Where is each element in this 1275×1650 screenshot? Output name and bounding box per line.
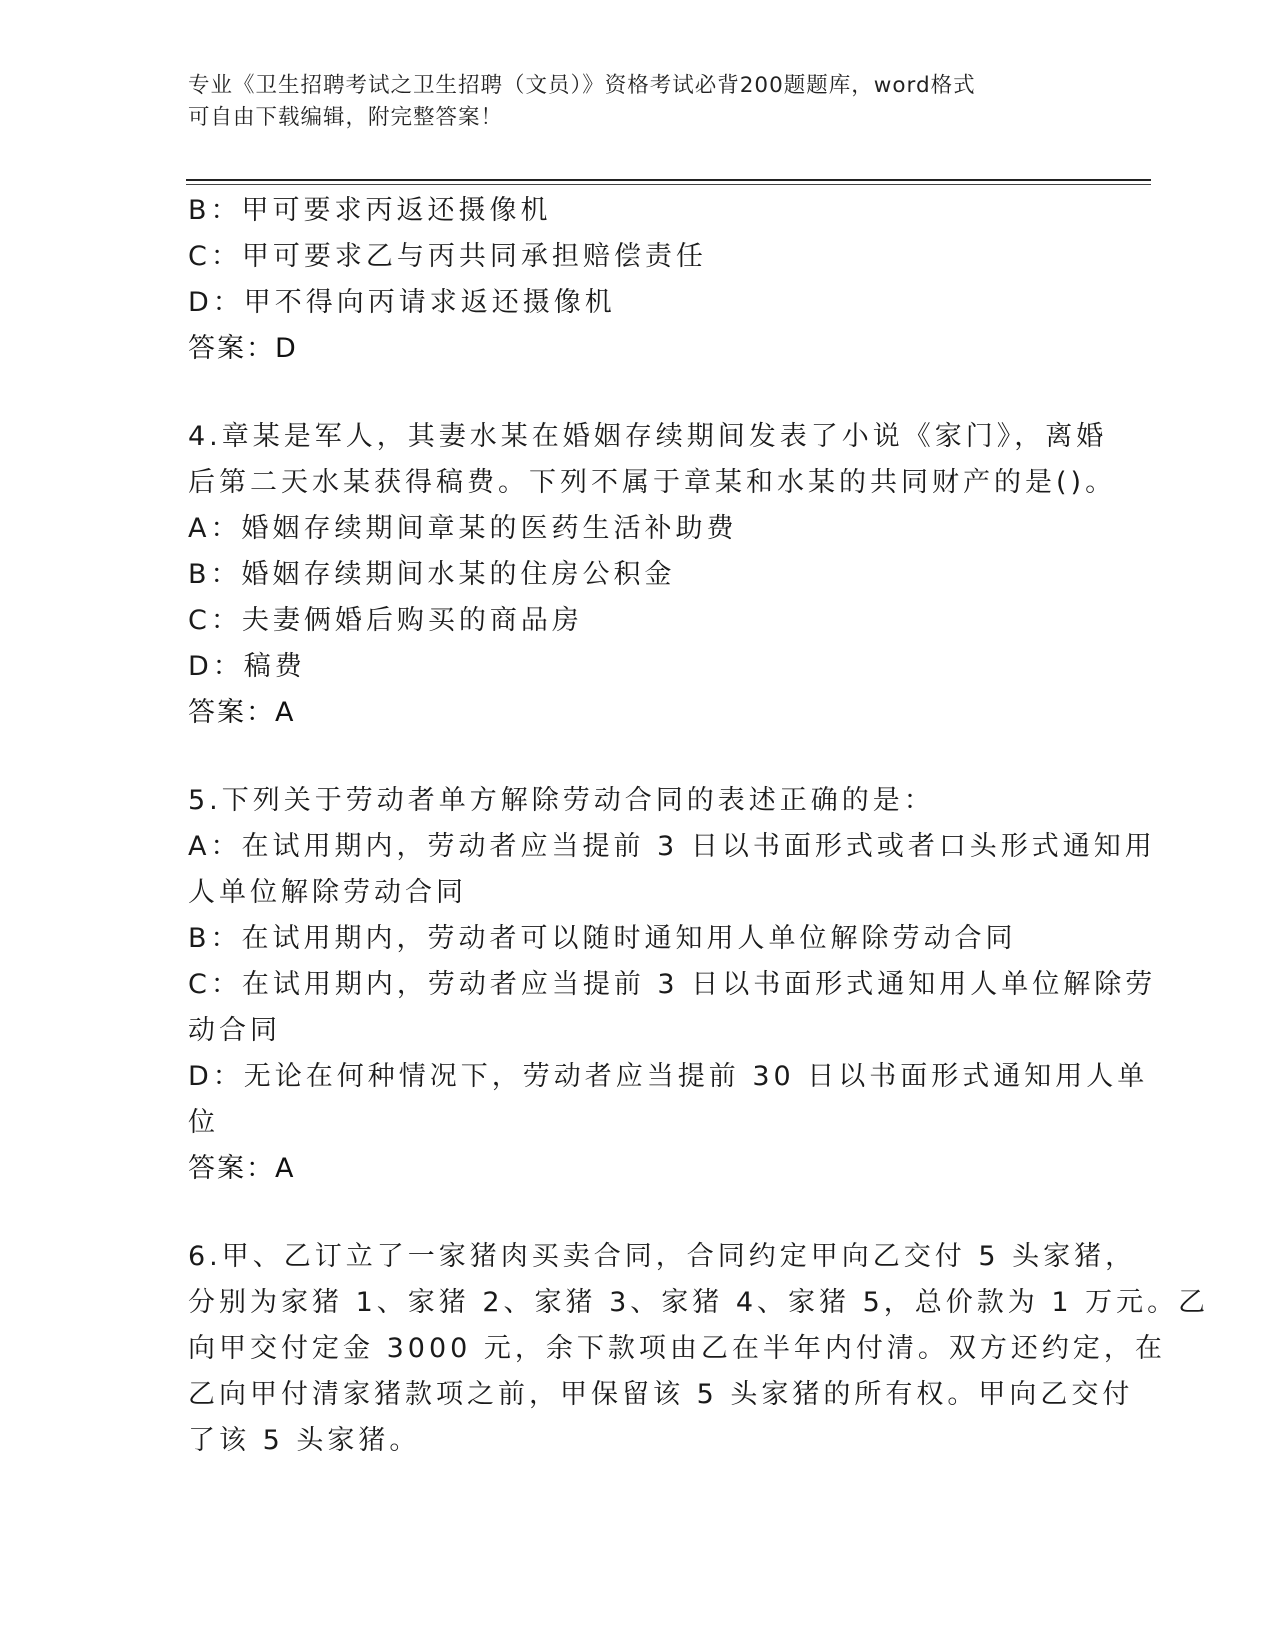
option-a: A：在试用期内，劳动者应当提前 3 日以书面形式或者口头形式通知用	[188, 831, 1156, 862]
option-c-continued: 动合同	[188, 1015, 281, 1046]
question-stem-line: 4.章某是军人，其妻水某在婚姻存续期间发表了小说《家门》，离婚	[188, 421, 1108, 452]
question-6	[188, 1234, 1210, 1464]
question-stem-line: 乙向甲付清家猪款项之前，甲保留该 5 头家猪的所有权。甲向乙交付	[188, 1379, 1134, 1410]
option-b: B：婚姻存续期间水某的住房公积金	[188, 559, 676, 590]
question-3-tail	[188, 188, 1088, 372]
option-d-continued: 位	[188, 1107, 219, 1138]
question-stem-line: 6.甲、乙订立了一家猪肉买卖合同，合同约定甲向乙交付 5 头家猪，	[188, 1241, 1137, 1272]
question-5	[188, 778, 1157, 1192]
answer: 答案：A	[188, 697, 296, 728]
question-stem-line: 向甲交付定金 3000 元，余下款项由乙在半年内付清。双方还约定，在	[188, 1333, 1166, 1364]
header-rule-thin	[186, 184, 1151, 185]
option-d: D：无论在何种情况下，劳动者应当提前 30 日以书面形式通知用人单	[188, 1061, 1149, 1092]
spacer	[188, 1192, 1088, 1234]
option-a-continued: 人单位解除劳动合同	[188, 877, 467, 908]
page-header: 专业《卫生招聘考试之卫生招聘（文员）》资格考试必背200题题库，word格式 可自由下载编辑，附完整答案！	[188, 73, 976, 130]
option-c: C：夫妻俩婚后购买的商品房	[188, 605, 583, 636]
question-4	[188, 414, 1117, 736]
document-body	[188, 188, 1210, 1464]
option-c: C：甲可要求乙与丙共同承担赔偿责任	[188, 241, 707, 272]
question-stem-line: 了该 5 头家猪。	[188, 1425, 421, 1456]
question-stem-line: 后第二天水某获得稿费。下列不属于章某和水某的共同财产的是()。	[188, 467, 1117, 498]
option-b: B：甲可要求丙返还摄像机	[188, 195, 552, 226]
option-b: B：在试用期内，劳动者可以随时通知用人单位解除劳动合同	[188, 923, 1017, 954]
option-d: D：甲不得向丙请求返还摄像机	[188, 287, 616, 318]
header-rule-thick	[186, 179, 1151, 181]
option-d: D：稿费	[188, 651, 306, 682]
question-stem-line: 分别为家猪 1、家猪 2、家猪 3、家猪 4、家猪 5，总价款为 1 万元。乙	[188, 1287, 1210, 1318]
spacer	[188, 372, 1088, 414]
question-stem-line: 5.下列关于劳动者单方解除劳动合同的表述正确的是：	[188, 785, 935, 816]
answer: 答案：A	[188, 1153, 296, 1184]
answer: 答案：D	[188, 333, 298, 364]
option-a: A：婚姻存续期间章某的医药生活补助费	[188, 513, 738, 544]
spacer	[188, 736, 1088, 778]
option-c: C：在试用期内，劳动者应当提前 3 日以书面形式通知用人单位解除劳	[188, 969, 1157, 1000]
